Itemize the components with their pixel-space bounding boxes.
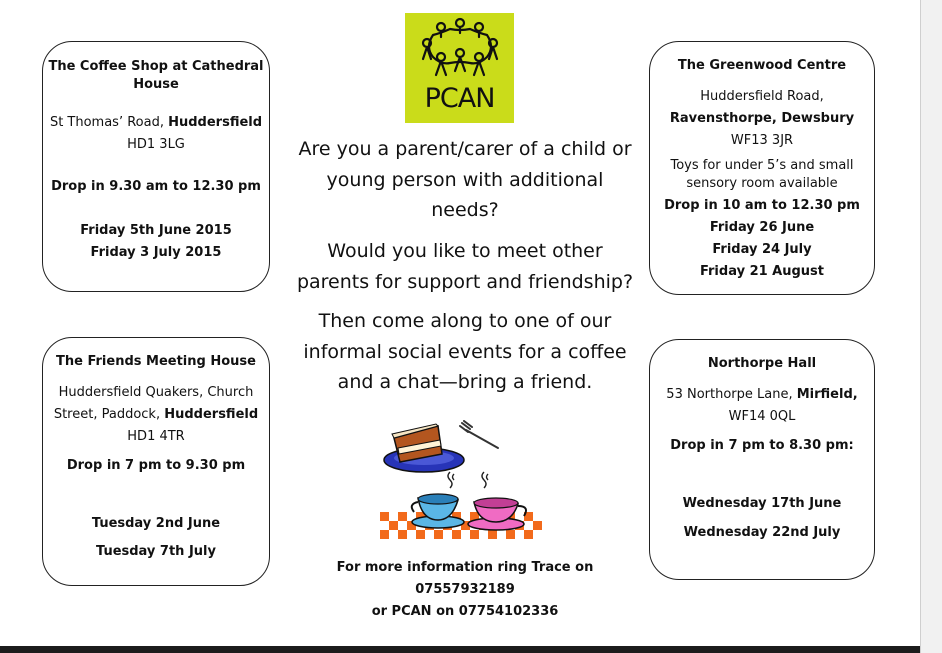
text-line: informal social events for a coffee	[303, 340, 627, 363]
venue-dropin-time: Drop in 9.30 am to 12.30 pm	[51, 179, 261, 194]
contact-line: or PCAN on 07754102336	[371, 604, 559, 619]
text-line: Then come along to one of our	[318, 310, 612, 332]
text-line: and a chat—bring a friend.	[337, 371, 593, 393]
page-edge-right	[920, 0, 942, 653]
contact-line: For more information ring Trace on 07557932189	[336, 560, 594, 597]
venue-card-friends-meeting-house	[42, 337, 270, 586]
address-street: Street, Paddock,	[53, 407, 165, 422]
venue-date: Friday 26 June	[709, 220, 815, 235]
venue-card-coffee-shop	[42, 41, 270, 292]
venue-address-line: Huddersfield Road,	[700, 89, 824, 104]
venue-postcode: HD1 3LG	[127, 137, 185, 152]
address-town: Huddersfield	[164, 407, 259, 422]
people-circle-icon	[405, 13, 514, 88]
address-town: Huddersfield	[168, 115, 263, 130]
address-street: St Thomas’ Road,	[49, 115, 169, 130]
logo-text: PCAN	[424, 83, 495, 114]
venue-postcode: WF13 3JR	[730, 133, 794, 148]
text-line: young person with additional	[326, 168, 604, 191]
text-line: parents for support and friendship?	[296, 270, 634, 293]
venue-note: Toys for under 5’s and small sensory room available	[670, 158, 854, 191]
page-edge-bottom	[0, 646, 920, 653]
pcan-logo	[405, 13, 514, 123]
venue-date: Tuesday 7th July	[96, 544, 216, 559]
text-line: Are you a parent/carer of a child or	[298, 138, 632, 160]
venue-date: Tuesday 2nd June	[91, 516, 221, 531]
venue-dropin-time: Drop in 7 pm to 8.30 pm:	[670, 438, 854, 453]
venue-postcode: HD1 4TR	[127, 429, 185, 444]
invitation-text	[295, 306, 635, 398]
venue-title: The Coffee Shop at Cathedral House	[48, 59, 264, 92]
venue-card-northorpe-hall	[649, 339, 875, 580]
venue-address-line	[650, 384, 874, 406]
venue-dropin-time: Drop in 7 pm to 9.30 pm	[66, 458, 246, 473]
venue-title: The Greenwood Centre	[677, 58, 847, 73]
venue-postcode: WF14 0QL	[728, 409, 796, 424]
venue-card-greenwood-centre	[649, 41, 875, 295]
venue-date: Friday 24 July	[712, 242, 812, 257]
venue-date: Friday 21 August	[699, 264, 825, 279]
address-street: 53 Northorpe Lane,	[666, 387, 797, 402]
venue-date: Friday 3 July 2015	[90, 245, 222, 260]
text-line: needs?	[431, 199, 499, 221]
address-town: Mirfield,	[796, 387, 858, 402]
cake-and-coffee-clipart	[378, 420, 548, 546]
text-line: Would you like to meet other	[327, 240, 603, 262]
support-question	[295, 236, 635, 297]
fork-icon	[460, 421, 498, 448]
venue-address-line	[43, 404, 269, 426]
venue-date: Wednesday 17th June	[682, 496, 842, 511]
venue-date: Friday 5th June 2015	[80, 223, 232, 238]
venue-address-line: Ravensthorpe, Dewsbury	[669, 111, 855, 126]
intro-question	[295, 134, 635, 226]
venue-address-line: Huddersfield Quakers, Church	[58, 385, 254, 400]
venue-date: Wednesday 22nd July	[683, 525, 841, 540]
venue-address-line	[43, 112, 269, 134]
venue-dropin-time: Drop in 10 am to 12.30 pm	[664, 198, 860, 213]
contact-info	[295, 557, 635, 623]
venue-title: The Friends Meeting House	[56, 354, 256, 369]
venue-title: Northorpe Hall	[707, 356, 817, 371]
blue-coffee-cup-icon	[412, 494, 464, 528]
cake-slice-icon	[384, 424, 464, 472]
